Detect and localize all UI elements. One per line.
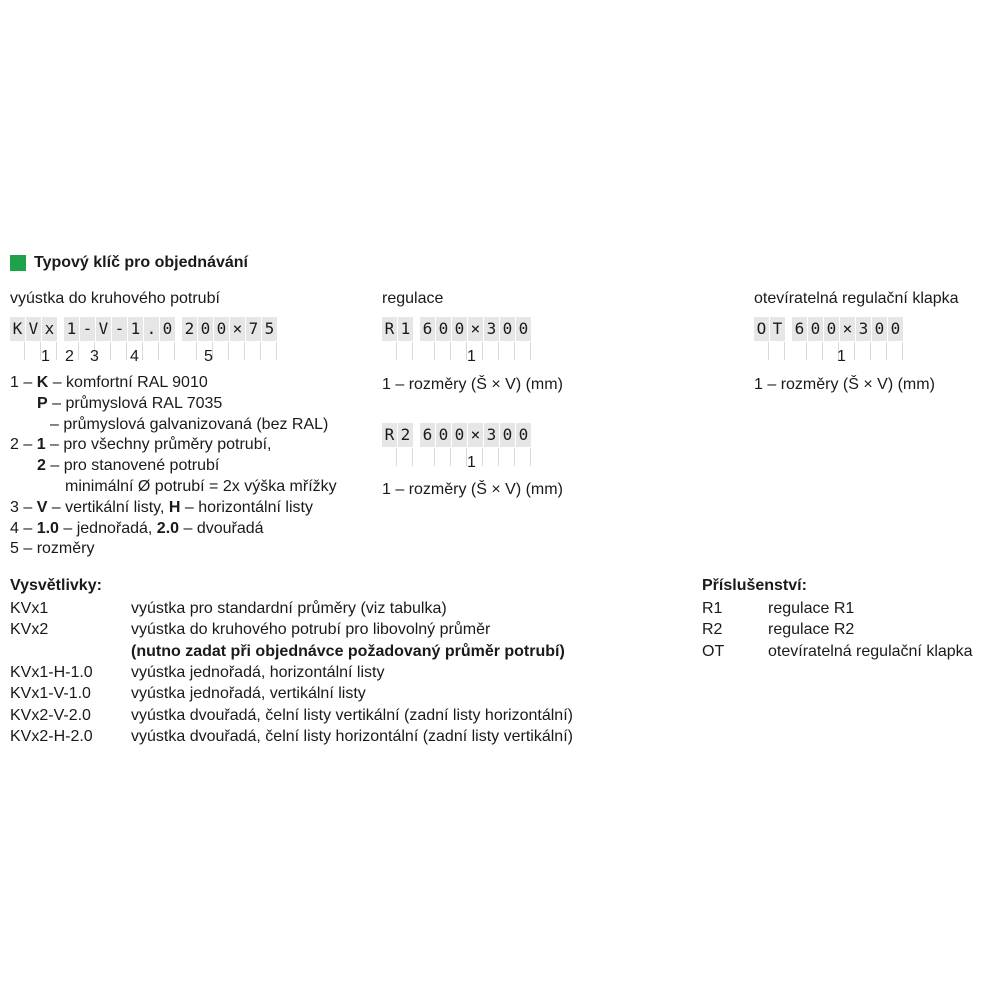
r2-char: 0 (436, 423, 451, 447)
kvx-char: 5 (262, 317, 277, 341)
legend-desc: (nutno zadat při objednávce požadovaný průměr potrubí) (131, 642, 565, 660)
accessory-code: OT (702, 642, 725, 660)
explanation-line (50, 415, 328, 435)
r2-char: R (382, 423, 397, 447)
accessory-code: R2 (702, 621, 723, 639)
r2-tick (484, 448, 499, 466)
explanation-text: 4 – (10, 519, 37, 537)
legend-desc: vyústka jednořadá, horizontální listy (131, 663, 385, 681)
explanation-line (10, 498, 313, 518)
legend-code: KVx1-V-1.0 (10, 685, 91, 703)
r1-tick (452, 342, 467, 360)
code-r2 (382, 423, 532, 447)
kvx-char: . (144, 317, 159, 341)
legend-code: KVx2-H-2.0 (10, 727, 93, 745)
kvx-char: x (42, 317, 57, 341)
legend-title: Vysvětlivky: (10, 577, 102, 594)
ot-char: × (840, 317, 855, 341)
explanation-text: – komfortní RAL 9010 (48, 374, 208, 391)
kvx-position-label: 4 (130, 348, 139, 365)
explanation-text: – jednořadá, (58, 519, 157, 537)
r2-char: 0 (516, 423, 531, 447)
ot-tick (888, 342, 903, 360)
kvx-tick (112, 342, 127, 360)
r1-tick (420, 342, 435, 360)
r1-tick (484, 342, 499, 360)
code-ot-label: 1 (837, 348, 846, 365)
r1-char: 0 (436, 317, 451, 341)
legend-desc: vyústka pro standardní průměry (viz tabulka) (131, 600, 447, 617)
ot-char: 3 (856, 317, 871, 341)
r1-char: R (382, 317, 397, 341)
r1-tick (398, 342, 413, 360)
code-r1-label: 1 (467, 348, 476, 365)
r1-char: 3 (484, 317, 499, 341)
kvx-char: × (230, 317, 245, 341)
ot-char: 0 (872, 317, 887, 341)
r2-char: 3 (484, 423, 499, 447)
ot-tick (754, 342, 769, 360)
explanation-key: H (168, 498, 181, 516)
kvx-position-label: 2 (65, 348, 74, 365)
r2-tick (516, 448, 531, 466)
r1-char: 0 (500, 317, 515, 341)
explanation-line (10, 373, 208, 393)
r2-char: 2 (398, 423, 413, 447)
ot-char: 6 (792, 317, 807, 341)
ot-tick (872, 342, 887, 360)
r1-char: 6 (420, 317, 435, 341)
legend-code: KVx2-V-2.0 (10, 706, 91, 724)
kvx-tick (26, 342, 41, 360)
code-r1-ticks (382, 342, 532, 360)
kvx-char: 0 (214, 317, 229, 341)
r2-char: 0 (452, 423, 467, 447)
explanation-key: 1.0 (36, 519, 59, 537)
r1-tick (436, 342, 451, 360)
explanation-text: – průmyslová galvanizovaná (bez RAL) (50, 415, 329, 433)
legend-desc: vyústka dvouřadá, čelní listy horizontální (zadní listy vertikální) (131, 727, 573, 745)
ot-char: O (754, 317, 769, 341)
code-r2-desc: 1 – rozměry (Š × V) (mm) (382, 481, 563, 498)
explanation-line (37, 394, 222, 414)
legend-desc: vyústka do kruhového potrubí pro libovolný průměr (131, 621, 491, 639)
accessory-desc: otevíratelná regulační klapka (768, 642, 973, 660)
accessory-desc: regulace R1 (768, 600, 855, 617)
r1-char: 0 (516, 317, 531, 341)
kvx-char: 1 (64, 317, 79, 341)
explanation-text: – průmyslová RAL 7035 (47, 394, 223, 412)
explanation-line (10, 435, 271, 455)
explanation-line (37, 456, 219, 476)
kvx-char: 0 (160, 317, 175, 341)
kvx-tick (182, 342, 197, 360)
ot-tick (808, 342, 823, 360)
r2-char: × (468, 423, 483, 447)
legend-code: KVx2 (10, 621, 49, 639)
explanation-text: minimální Ø potrubí = 2x výška mřížky (65, 478, 337, 495)
section-heading (10, 253, 248, 273)
code-r1-desc: 1 – rozměry (Š × V) (mm) (382, 376, 563, 393)
ot-tick (792, 342, 807, 360)
kvx-tick (214, 342, 229, 360)
explanation-key: V (36, 498, 48, 516)
kvx-tick (144, 342, 159, 360)
code-kvx-ticks (10, 342, 278, 360)
accessory-desc: regulace R2 (768, 621, 855, 639)
explanation-text: – vertikální listy, (47, 498, 169, 516)
r2-tick (436, 448, 451, 466)
code-r1 (382, 317, 532, 341)
code-ot-ticks (754, 342, 904, 360)
r2-char: 6 (420, 423, 435, 447)
explanation-text: – pro všechny průměry potrubí, (45, 436, 272, 454)
section-title: Typový klíč pro objednávání (34, 254, 248, 271)
kvx-tick (246, 342, 261, 360)
kvx-char: 0 (198, 317, 213, 341)
r2-tick (452, 448, 467, 466)
r1-char: 0 (452, 317, 467, 341)
explanation-text: 2 – (10, 436, 37, 454)
legend-desc: vyústka jednořadá, vertikální listy (131, 685, 366, 703)
ot-char: 0 (824, 317, 839, 341)
code-ot-desc: 1 – rozměry (Š × V) (mm) (754, 376, 935, 393)
kvx-char: V (96, 317, 111, 341)
explanation-line (65, 477, 337, 497)
ot-tick (856, 342, 871, 360)
r1-tick (382, 342, 397, 360)
explanation-line (10, 539, 94, 559)
r2-tick (382, 448, 397, 466)
kvx-tick (230, 342, 245, 360)
kvx-char: - (80, 317, 95, 341)
explanation-text: 3 – (10, 498, 37, 516)
col2-title: regulace (382, 290, 444, 307)
r2-tick (420, 448, 435, 466)
kvx-char: - (112, 317, 127, 341)
explanation-text: – dvouřadá (179, 519, 264, 537)
legend-code: KVx1-H-1.0 (10, 663, 93, 681)
accessory-code: R1 (702, 600, 723, 617)
code-kvx (10, 317, 278, 341)
ot-tick (770, 342, 785, 360)
legend-code: KVx1 (10, 600, 49, 617)
explanation-line (10, 519, 264, 539)
col3-title: otevíratelná regulační klapka (754, 290, 959, 307)
r2-char: 0 (500, 423, 515, 447)
explanation-text: – pro stanovené potrubí (45, 457, 220, 475)
ot-char: 0 (888, 317, 903, 341)
explanation-key: 1 (36, 436, 46, 454)
kvx-tick (160, 342, 175, 360)
legend-desc: vyústka dvouřadá, čelní listy vertikální (zadní listy horizontální) (131, 706, 573, 724)
accessories-title: Příslušenství: (702, 577, 807, 594)
kvx-position-label: 3 (90, 348, 99, 365)
green-square-icon (10, 255, 26, 271)
ot-char: 0 (808, 317, 823, 341)
r1-char: × (468, 317, 483, 341)
r1-tick (500, 342, 515, 360)
kvx-char: V (26, 317, 41, 341)
r1-char: 1 (398, 317, 413, 341)
kvx-char: 2 (182, 317, 197, 341)
kvx-char: 1 (128, 317, 143, 341)
ot-char: T (770, 317, 785, 341)
explanation-key: P (37, 394, 48, 412)
explanation-key: K (36, 374, 49, 391)
explanation-text: – horizontální listy (180, 498, 313, 516)
kvx-char: K (10, 317, 25, 341)
kvx-tick (262, 342, 277, 360)
code-ot (754, 317, 904, 341)
explanation-key: 2 (37, 457, 46, 475)
code-r2-label: 1 (467, 454, 476, 471)
explanation-text: 5 – rozměry (10, 540, 95, 558)
kvx-position-label: 1 (41, 348, 50, 365)
r1-tick (516, 342, 531, 360)
explanation-text: 1 – (10, 374, 37, 391)
r2-tick (398, 448, 413, 466)
r2-tick (500, 448, 515, 466)
kvx-char: 7 (246, 317, 261, 341)
explanation-key: 2.0 (156, 519, 180, 537)
col1-title: vyústka do kruhového potrubí (10, 290, 220, 307)
code-r2-ticks (382, 448, 532, 466)
kvx-position-label: 5 (204, 348, 213, 365)
kvx-tick (10, 342, 25, 360)
